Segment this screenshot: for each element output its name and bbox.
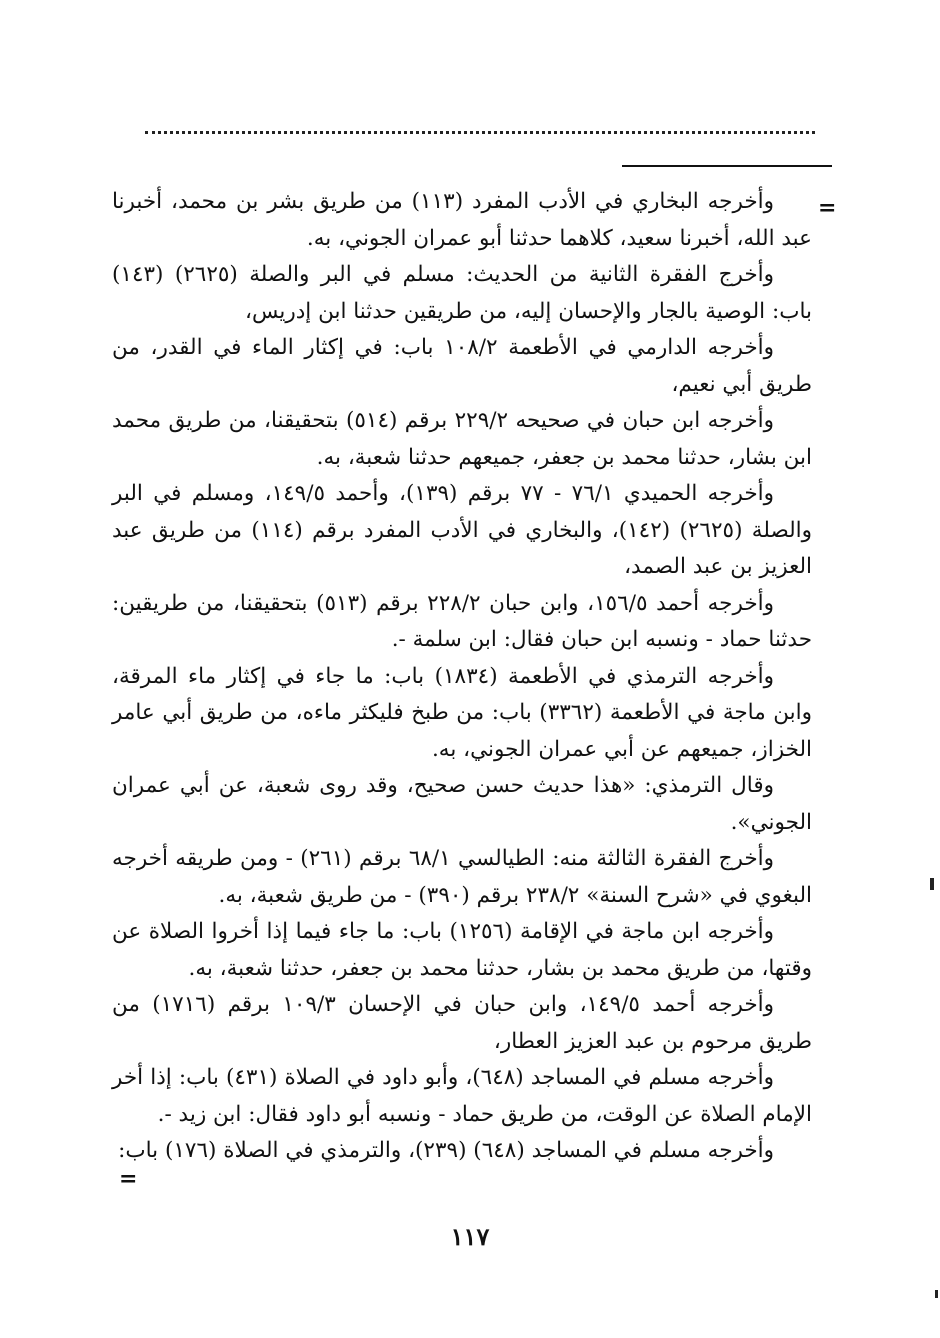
paragraph: وأخرجه ابن حبان في صحيحه ٢٢٩/٢ برقم (٥١٤) بتحقيقنا، من طريق محمد ابن بشار، حدثنا محمد بن جعفر، جميعهم حدثنا شعبة، به. <box>112 408 812 470</box>
paragraph: وأخرجه مسلم في المساجد (٦٤٨)، وأبو داود في الصلاة (٤٣١) باب: إذا أخر الإمام الصلاة عن الوقت، من طريق حماد - ونسبه أبو داود فقال: ابن زيد -. <box>112 1065 812 1127</box>
paragraph: وأخرجه أحمد ١٥٦/٥، وابن حبان ٢٢٨/٢ برقم (٥١٣) بتحقيقنا، من طريقين: حدثنا حماد - ونسبه ابن حبان فقال: ابن سلمة -. <box>112 590 812 652</box>
footnote-rule <box>622 165 832 167</box>
paragraph: وأخرجه الترمذي في الأطعمة (١٨٣٤) باب: ما جاء في إكثار ماء المرقة، وابن ماجة في الأطعمة (٣٣٦٢) باب: من طبخ فليكثر ماءه، من طريق أبي عامر الخزاز، جميعهم عن أبي عمران الجوني، به. <box>112 663 812 762</box>
scan-speck <box>930 878 934 890</box>
paragraph: وأخرجه أحمد ١٤٩/٥، وابن حبان في الإحسان ١٠٩/٣ برقم (١٧١٦) من طريق مرحوم بن عبد العزيز العطار، <box>112 992 812 1054</box>
paragraph: وأخرجه البخاري في الأدب المفرد (١١٣) من طريق بشر بن محمد، أخبرنا عبد الله، أخبرنا سعيد، كلاهما حدثنا أبو عمران الجوني، به. <box>112 189 812 251</box>
continuation-mark-bottom: = <box>119 1166 138 1192</box>
paragraph: وأخرجه ابن ماجة في الإقامة (١٢٥٦) باب: ما جاء فيما إذا أخروا الصلاة عن وقتها، من طريق محمد بن بشار، حدثنا محمد بن جعفر، حدثنا شعبة، به. <box>112 919 812 981</box>
dotted-separator <box>145 131 815 134</box>
page-number: ١١٧ <box>450 1222 490 1251</box>
paragraph: وأخرجه مسلم في المساجد (٦٤٨) (٢٣٩)، والترمذي في الصلاة (١٧٦) باب: <box>118 1138 774 1163</box>
paragraph: وأخرجه الحميدي ٧٦/١ - ٧٧ برقم (١٣٩)، وأحمد ١٤٩/٥، ومسلم في البر والصلة (٢٦٢٥) (١٤٢)، والبخاري في الأدب المفرد برقم (١١٤) من طريق عبد العزيز بن عبد الصمد، <box>112 481 812 579</box>
scan-speck <box>935 1290 938 1298</box>
paragraph: وأخرج الفقرة الثانية من الحديث: مسلم في البر والصلة (٢٦٢٥) (١٤٣) باب: الوصية بالجار والإحسان إليه، من طريقين حدثنا ابن إدريس، <box>112 262 812 324</box>
paragraph: وأخرج الفقرة الثالثة منه: الطيالسي ٦٨/١ برقم (٢٦١) - ومن طريقه أخرجه البغوي في «شرح السنة» ٢٣٨/٢ برقم (٣٩٠) - من طريق شعبة، به. <box>112 846 812 908</box>
continuation-mark-top: = <box>818 195 837 221</box>
paragraph: وأخرجه الدارمي في الأطعمة ١٠٨/٢ باب: في إكثار الماء في القدر، من طريق أبي نعيم، <box>112 335 812 397</box>
footnote-text <box>112 184 812 1170</box>
paragraph: وقال الترمذي: «هذا حديث حسن صحيح، وقد روى شعبة، عن أبي عمران الجوني». <box>112 773 812 835</box>
